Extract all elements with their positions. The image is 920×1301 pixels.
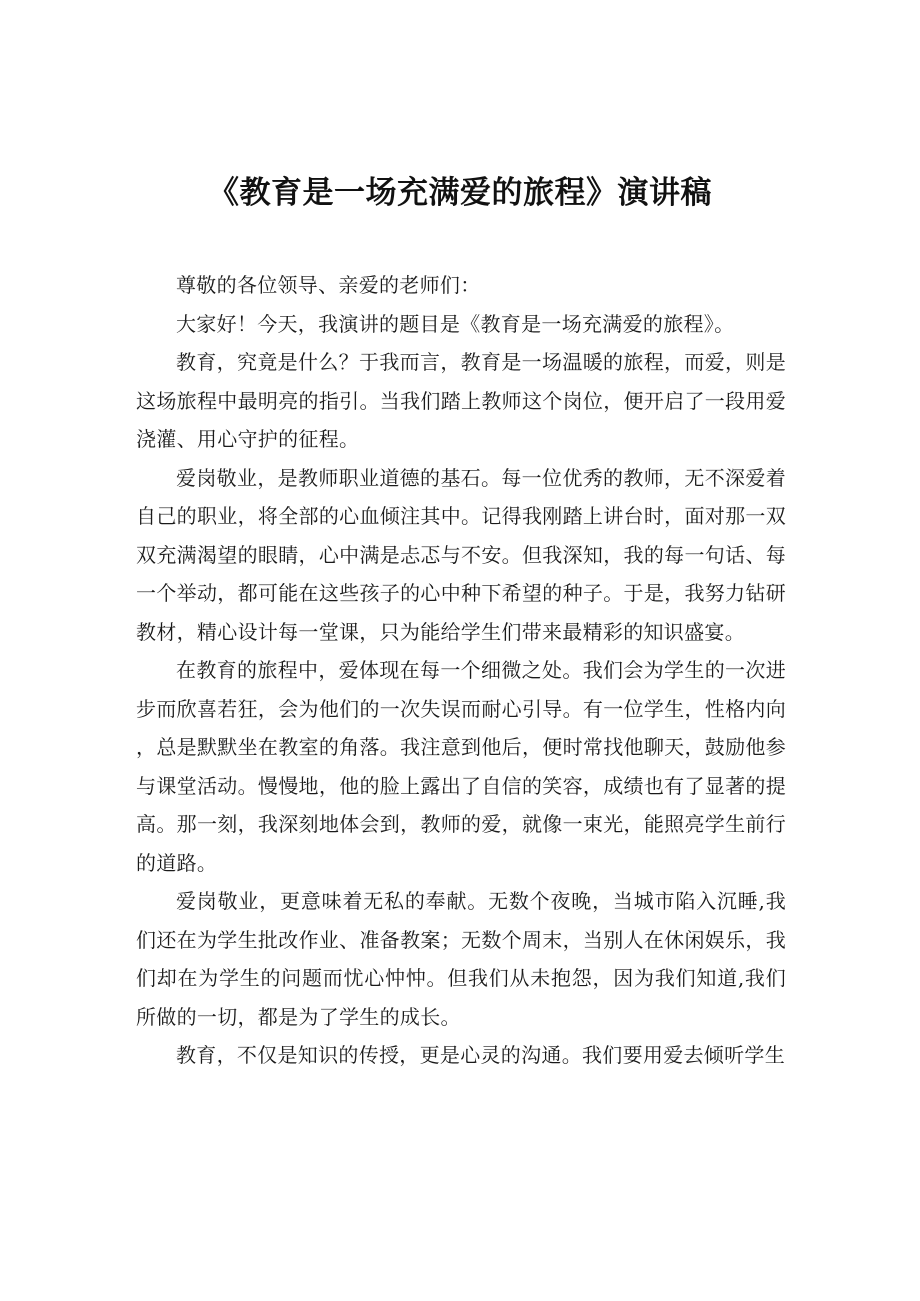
- document-title: 《教育是一场充满爱的旅程》演讲稿: [208, 175, 712, 211]
- paragraph: 在教育的旅程中，爱体现在每一个细微之处。我们会为学生的一次进步而欣喜若狂，会为他们的一次失误而耐心引导。有一位学生，性格内向，总是默默坐在教室的角落。我注意到他后，便时常找他聊天，鼓励他参与课堂活动。慢慢地，他的脸上露出了自信的笑容，成绩也有了显著的提高。那一刻，我深刻地体会到，教师的爱，就像一束光，能照亮学生前行的道路。: [136, 658, 786, 875]
- paragraph: 尊敬的各位领导、亲爱的老师们：: [176, 273, 481, 297]
- paragraph: 教育，不仅是知识的传授，更是心灵的沟通。我们要用爱去倾听学生: [176, 1043, 785, 1067]
- paragraph: 爱岗敬业，更意味着无私的奉献。无数个夜晚，当城市陷入沉睡,我们还在为学生批改作业、准备教案；无数个周末，当别人在休闲娱乐，我们却在为学生的问题而忧心忡忡。但我们从未抱怨，因为我们知道,我们所做的一切，都是为了学生的成长。: [136, 889, 786, 1029]
- paragraph: 大家好！今天，我演讲的题目是《教育是一场充满爱的旅程》。: [176, 311, 735, 336]
- paragraph: 教育，究竟是什么？于我而言，教育是一场温暖的旅程，而爱，则是这场旅程中最明亮的指引。当我们踏上教师这个岗位，便开启了一段用爱浇灌、用心守护的征程。: [136, 350, 786, 451]
- paragraph: 爱岗敬业，是教师职业道德的基石。每一位优秀的教师，无不深爱着自己的职业，将全部的心血倾注其中。记得我刚踏上讲台时，面对那一双双充满渴望的眼睛，心中满是忐忑与不安。但我深知，我的每一句话、每一个举动，都可能在这些孩子的心中种下希望的种子。于是，我努力钻研教材，精心设计每一堂课，只为能给学生们带来最精彩的知识盛宴。: [136, 465, 786, 644]
- document-body: [136, 266, 786, 1075]
